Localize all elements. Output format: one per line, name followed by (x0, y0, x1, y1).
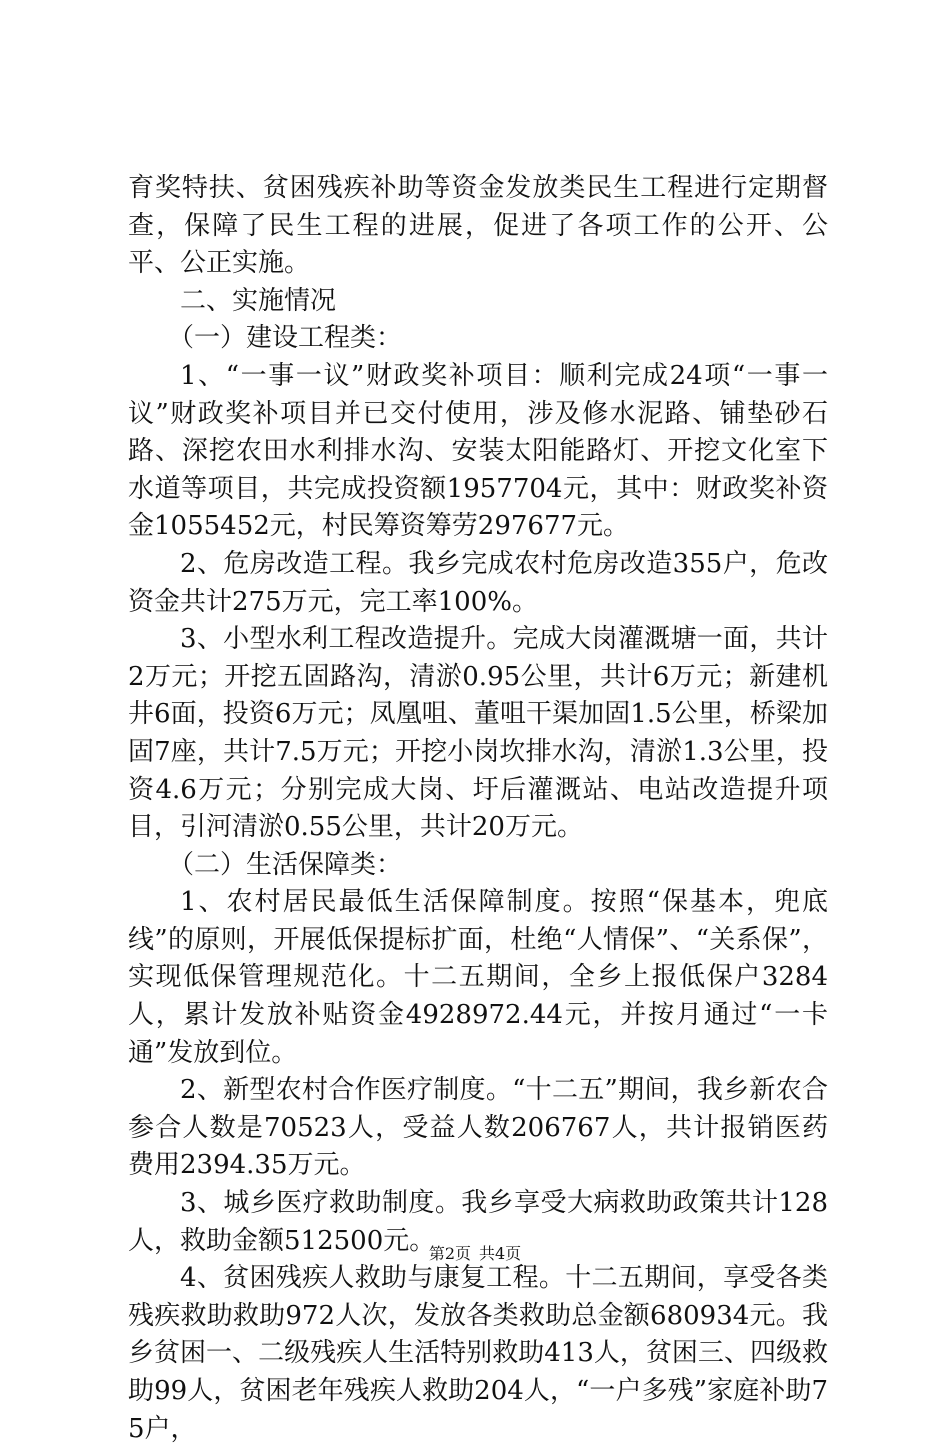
paragraph-minimum-living: 1、农村居民最低生活保障制度。按照“保基本，兜底线”的原则，开展低保提标扩面，杜绝“人情保”、“关系保”，实现低保管理规范化。十二五期间，全乡上报低保户3284人，累计发放补贴资金4928972.44元，并按月通过“一卡通”发放到位。 (128, 887, 828, 1068)
subheading-construction: （一）建设工程类： (168, 323, 403, 354)
subheading-livelihood: （二）生活保障类： (168, 849, 403, 880)
paragraph-disability-aid: 4、贫困残疾人救助与康复工程。十二五期间，享受各类残疾救助救助972人次，发放各类救助总金额680934元。我乡贫困一、二级残疾人生活特别救助413人，贫困三、四级救助99人，贫困老年残疾人救助204人，“一户多残”家庭补助75户， (128, 1263, 828, 1444)
section-heading-implementation: 二、实施情况 (180, 285, 337, 316)
paragraph-housing-renovation: 2、危房改造工程。我乡完成农村危房改造355户，危改资金共计275万元，完工率100%。 (128, 548, 828, 617)
paragraph-medical-aid: 3、城乡医疗救助制度。我乡享受大病救助政策共计128人，救助金额512500元。 (128, 1188, 828, 1256)
paragraph-cooperative-medical: 2、新型农村合作医疗制度。“十二五”期间，我乡新农合参合人数是70523人，受益人数206767人，共计报销医药费用2394.35万元。 (128, 1075, 828, 1181)
page-footer (0, 1244, 950, 1264)
paragraph-intro: 育奖特扶、贫困残疾补助等资金发放类民生工程进行定期督查，保障了民生工程的进展，促进了各项工作的公开、公平、公正实施。 (128, 173, 828, 279)
paragraph-water-conservancy: 3、小型水利工程改造提升。完成大岗灌溉塘一面，共计2万元；开挖五固路沟，清淤0.95公里，共计6万元；新建机井6面，投资6万元；凤凰咀、董咀干渠加固1.5公里，桥梁加固7座，共计7.5万元；开挖小岗坎排水沟，清淤1.3公里，投资4.6万元；分别完成大岗、圩后灌溉站、电站改造提升项目，引河清淤0.55公里，共计20万元。 (128, 624, 828, 843)
page-number: 第2页 (428, 1244, 471, 1263)
paragraph-finance-subsidy: 1、“一事一议”财政奖补项目：顺利完成24项“一事一议”财政奖补项目并已交付使用，涉及修水泥路、铺垫砂石路、深挖农田水利排水沟、安装太阳能路灯、开挖文化室下水道等项目，共完成投资额1957704元，其中：财政奖补资金1055452元，村民筹资筹劳297677元。 (128, 360, 828, 542)
page-total: 共4页 (479, 1244, 522, 1263)
